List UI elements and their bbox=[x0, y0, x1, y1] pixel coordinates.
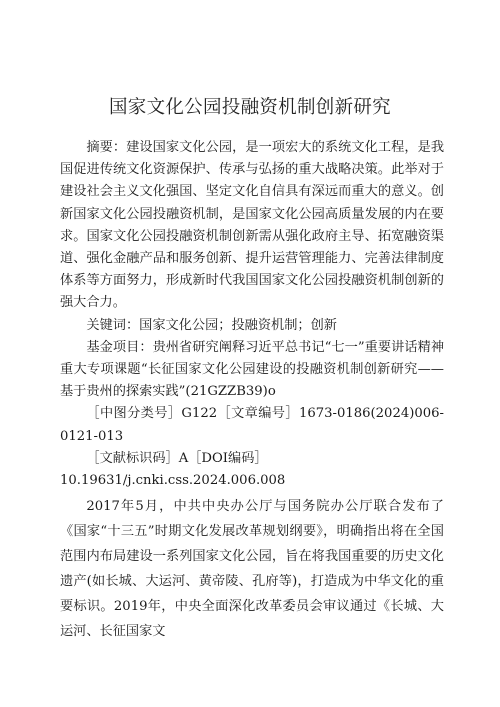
main-paragraph: 2017年5月，中共中央办公厅与国务院办公厅联合发布了《国家“十三五”时期文化发展改革规划纲要》，明确指出将在全国范围内布局建设一系列国家文化公园，旨在将我国重要的历史文化遗产(如长城、大运河、黄帝陵、孔府等)，打造成为中华文化的重要标识。2019年，中央全面深化改革委员会审议通过《长城、大运河、长征国家文 bbox=[60, 499, 444, 640]
funding-text: 贵州省研究阐释习近平总书记“七一”重要讲话精神重大专项课题“长征国家文化公园建设的投融资机制创新研究——基于贵州的探索实践”(21GZZB39)o bbox=[60, 339, 445, 400]
funding-label: 基金项目： bbox=[86, 339, 153, 355]
paper-body bbox=[60, 137, 444, 644]
keywords-label: 关键词： bbox=[86, 317, 140, 333]
abstract-label: 摘要： bbox=[86, 140, 127, 155]
document-code-line: ［文献标识码］A［DOI编码］ bbox=[86, 450, 268, 466]
abstract-paragraph bbox=[60, 137, 444, 315]
funding-paragraph bbox=[60, 337, 444, 404]
paper-title: 国家文化公园投融资机制创新研究 bbox=[108, 97, 391, 118]
doi-line: 10.19631/j.cnki.css.2024.006.008 bbox=[60, 473, 286, 489]
keywords-paragraph bbox=[60, 315, 444, 337]
identifier-block bbox=[60, 403, 444, 492]
main-text bbox=[60, 494, 444, 644]
keywords-text: 国家文化公园；投融资机制；创新 bbox=[139, 317, 337, 333]
abstract-text: 建设国家文化公园，是一项宏大的系统文化工程，是我国促进传统文化资源保护、传承与弘扬的重大战略决策。此举对于建设社会主义文化强国、坚定文化自信具有深远而重大的意义。创新国家文化公园投融资机制，是国家文化公园高质量发展的内在要求。国家文化公园投融资机制创新需从强化政府主导、拓宽融资渠道、强化金融产品和服务创新、提升运营管理能力、完善法律制度体系等方面努力，形成新时代我国国家文化公园投融资机制创新的强大合力。 bbox=[60, 140, 445, 311]
classification-line: ［中图分类号］G122［文章编号］1673-0186(2024)006-0121-013 bbox=[60, 406, 444, 444]
